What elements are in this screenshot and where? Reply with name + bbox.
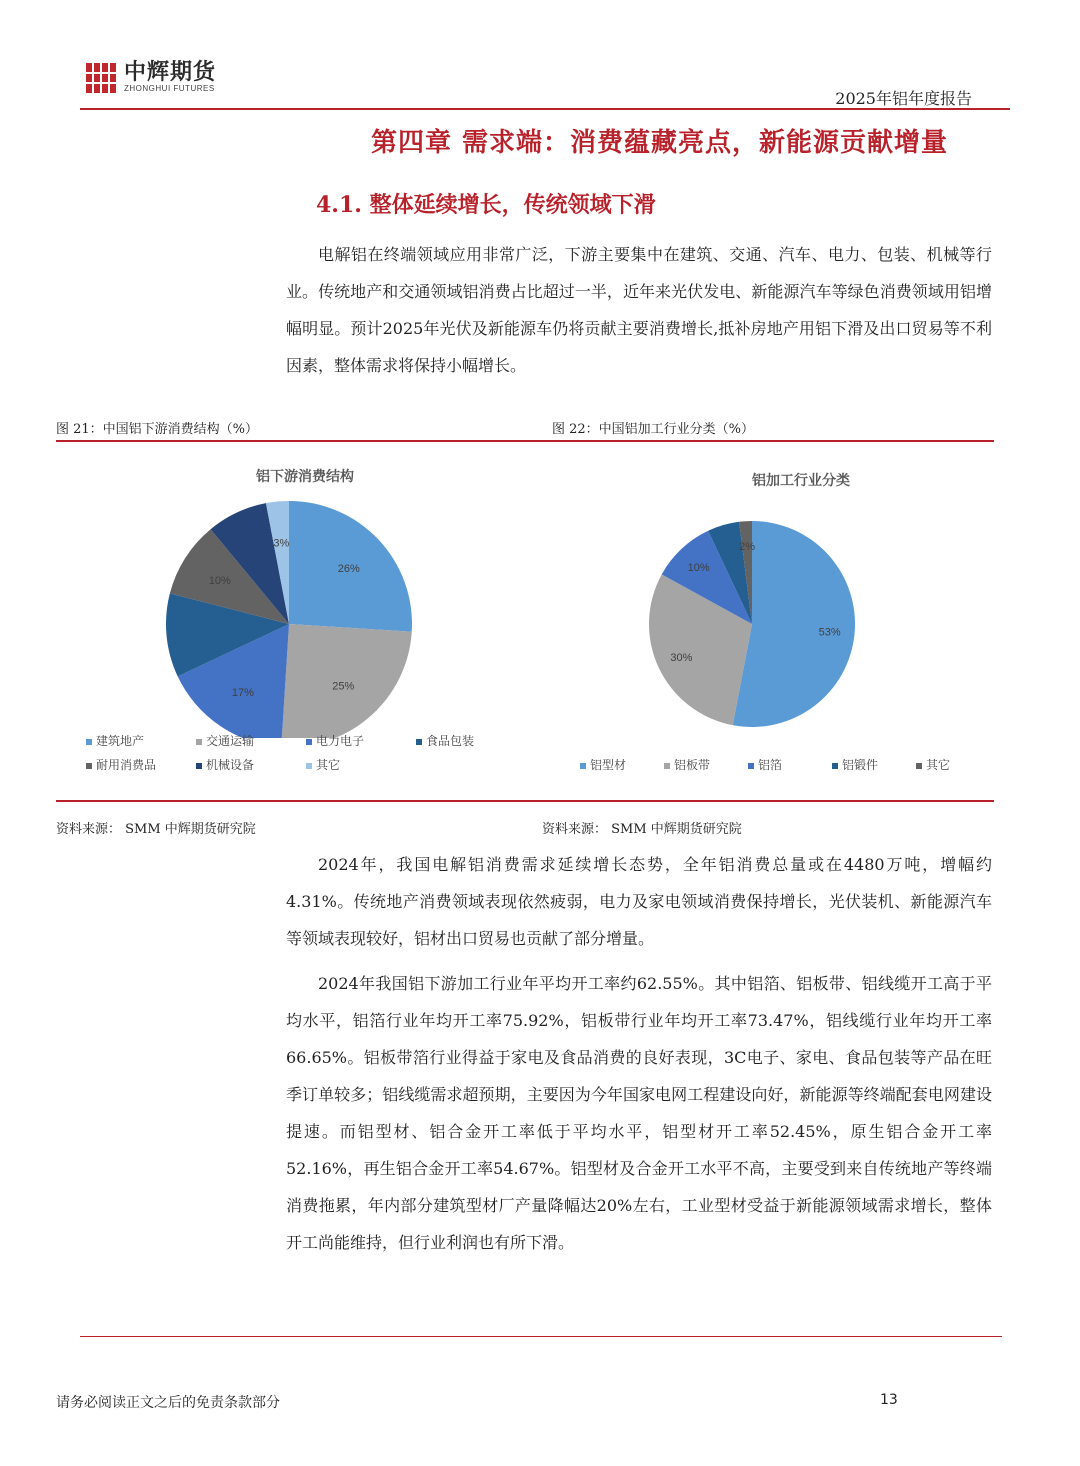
legend-label: 铝箔 (758, 758, 783, 772)
company-logo (86, 62, 216, 94)
figure-21-caption: 图 21：中国铝下游消费结构（%） (56, 422, 259, 437)
figure-top-divider (56, 440, 994, 442)
figure-22-source: 资料来源： SMM 中辉期货研究院 (542, 822, 742, 837)
pie-label-1-0: 26% (337, 562, 360, 575)
legend-item-1-4 (86, 756, 156, 773)
legend-label: 其它 (316, 758, 341, 772)
legend-item-2-2 (748, 756, 782, 773)
figure-21-source: 资料来源： SMM 中辉期货研究院 (56, 822, 256, 837)
chart-2-legend (580, 756, 1000, 780)
legend-swatch (916, 763, 922, 769)
legend-label: 耐用消费品 (96, 758, 157, 772)
logo-mark-icon (86, 63, 118, 93)
legend-label: 铝锻件 (842, 758, 879, 772)
pie-label-2-2: 10% (687, 562, 710, 575)
chart-2-title: 铝加工行业分类 (752, 472, 850, 488)
legend-item-1-1 (196, 732, 254, 749)
chart-1-legend (86, 732, 546, 782)
legend-item-1-0 (86, 732, 144, 749)
intro-paragraph: 电解铝在终端领域应用非常广泛，下游主要集中在建筑、交通、汽车、电力、包装、机械等行业。传统地产和交通领域铝消费占比超过一半，近年来光伏发电、新能源汽车等绿色消费领域用铝增幅明显。预计2025年光伏及新能源车仍将贡献主要消费增长,抵补房地产用铝下滑及出口贸易等不利因素，整体需求将保持小幅增长。 (286, 245, 992, 375)
logo-text-en: ZHONGHUI FUTURES (124, 84, 215, 93)
legend-label: 交通运输 (206, 734, 255, 748)
legend-label: 建筑地产 (96, 734, 145, 748)
legend-swatch (86, 763, 92, 769)
body-paragraph-consumption: 2024年，我国电解铝消费需求延续增长态势，全年铝消费总量或在4480万吨，增幅约4.31%。传统地产消费领域表现依然疲弱，电力及家电领域消费保持增长，光伏装机、新能源汽车等领域表现较好，铝材出口贸易也贡献了部分增量。 (286, 855, 992, 948)
body-text (286, 846, 992, 1261)
logo-text-cn: 中辉期货 (124, 60, 217, 85)
legend-swatch (664, 763, 670, 769)
pie-label-2-0: 53% (818, 626, 841, 639)
legend-label: 电力电子 (316, 734, 365, 748)
section-title: 4.1. 整体延续增长，传统领域下滑 (316, 192, 656, 218)
legend-label: 食品包装 (426, 734, 475, 748)
legend-item-1-2 (306, 732, 364, 749)
chart-1-title: 铝下游消费结构 (256, 468, 354, 484)
legend-swatch (832, 763, 838, 769)
pie-label-1-6: 3% (273, 537, 290, 550)
legend-swatch (196, 763, 202, 769)
report-name: 2025年铝年度报告 (835, 89, 972, 108)
legend-swatch (416, 739, 422, 745)
pie-label-1-1: 25% (332, 680, 355, 693)
legend-label: 铝型材 (590, 758, 627, 772)
legend-label: 铝板带 (674, 758, 711, 772)
pie-label-1-4: 10% (208, 575, 231, 588)
footer-divider (80, 1336, 1002, 1337)
pie-label-2-4: 2% (739, 541, 756, 554)
pie-label-2-1: 30% (670, 652, 693, 665)
legend-swatch (86, 739, 92, 745)
chart-2-pie (552, 448, 994, 738)
legend-item-2-4 (916, 756, 950, 773)
pie-label-1-2: 17% (231, 686, 254, 699)
legend-item-2-0 (580, 756, 626, 773)
legend-swatch (580, 763, 586, 769)
legend-swatch (306, 763, 312, 769)
page-number: 13 (880, 1392, 898, 1408)
legend-swatch (196, 739, 202, 745)
legend-item-1-5 (196, 756, 254, 773)
figure-bottom-divider (56, 800, 994, 802)
intro-paragraph-block (286, 236, 992, 384)
legend-item-2-1 (664, 756, 710, 773)
legend-item-2-3 (832, 756, 878, 773)
legend-item-1-6 (306, 756, 340, 773)
legend-swatch (748, 763, 754, 769)
header-divider (80, 108, 1010, 110)
legend-swatch (306, 739, 312, 745)
chart-processing-industry (552, 448, 1050, 788)
chapter-title: 第四章 需求端：消费蕴藏亮点，新能源贡献增量 (370, 128, 948, 158)
legend-label: 机械设备 (206, 758, 255, 772)
chart-downstream-consumption (56, 448, 554, 788)
figure-22-caption: 图 22：中国铝加工行业分类（%） (552, 422, 755, 437)
legend-label: 其它 (926, 758, 951, 772)
body-paragraph-operating-rate: 2024年我国铝下游加工行业年平均开工率约62.55%。其中铝箔、铝板带、铝线缆开工高于平均水平，铝箔行业年均开工率75.92%，铝板带行业年均开工率73.47%，铝线缆行业年均开工率66.65%。铝板带箔行业得益于家电及食品消费的良好表现，3C电子、家电、食品包装等产品在旺季订单较多；铝线缆需求超预期，主要因为今年国家电网工程建设向好，新能源等终端配套电网建设提速。而铝型材、铝合金开工率低于平均水平，铝型材开工率52.45%，原生铝合金开工率52.16%，再生铝合金开工率54.67%。铝型材及合金开工水平不高，主要受到来自传统地产等终端消费拖累，年内部分建筑型材厂产量降幅达20%左右，工业型材受益于新能源领域需求增长，整体开工尚能维持，但行业利润也有所下滑。 (286, 974, 992, 1252)
chart-1-pie (56, 448, 554, 738)
legend-item-1-3 (416, 732, 474, 749)
footer-disclaimer: 请务必阅读正文之后的免责条款部分 (56, 1395, 280, 1411)
